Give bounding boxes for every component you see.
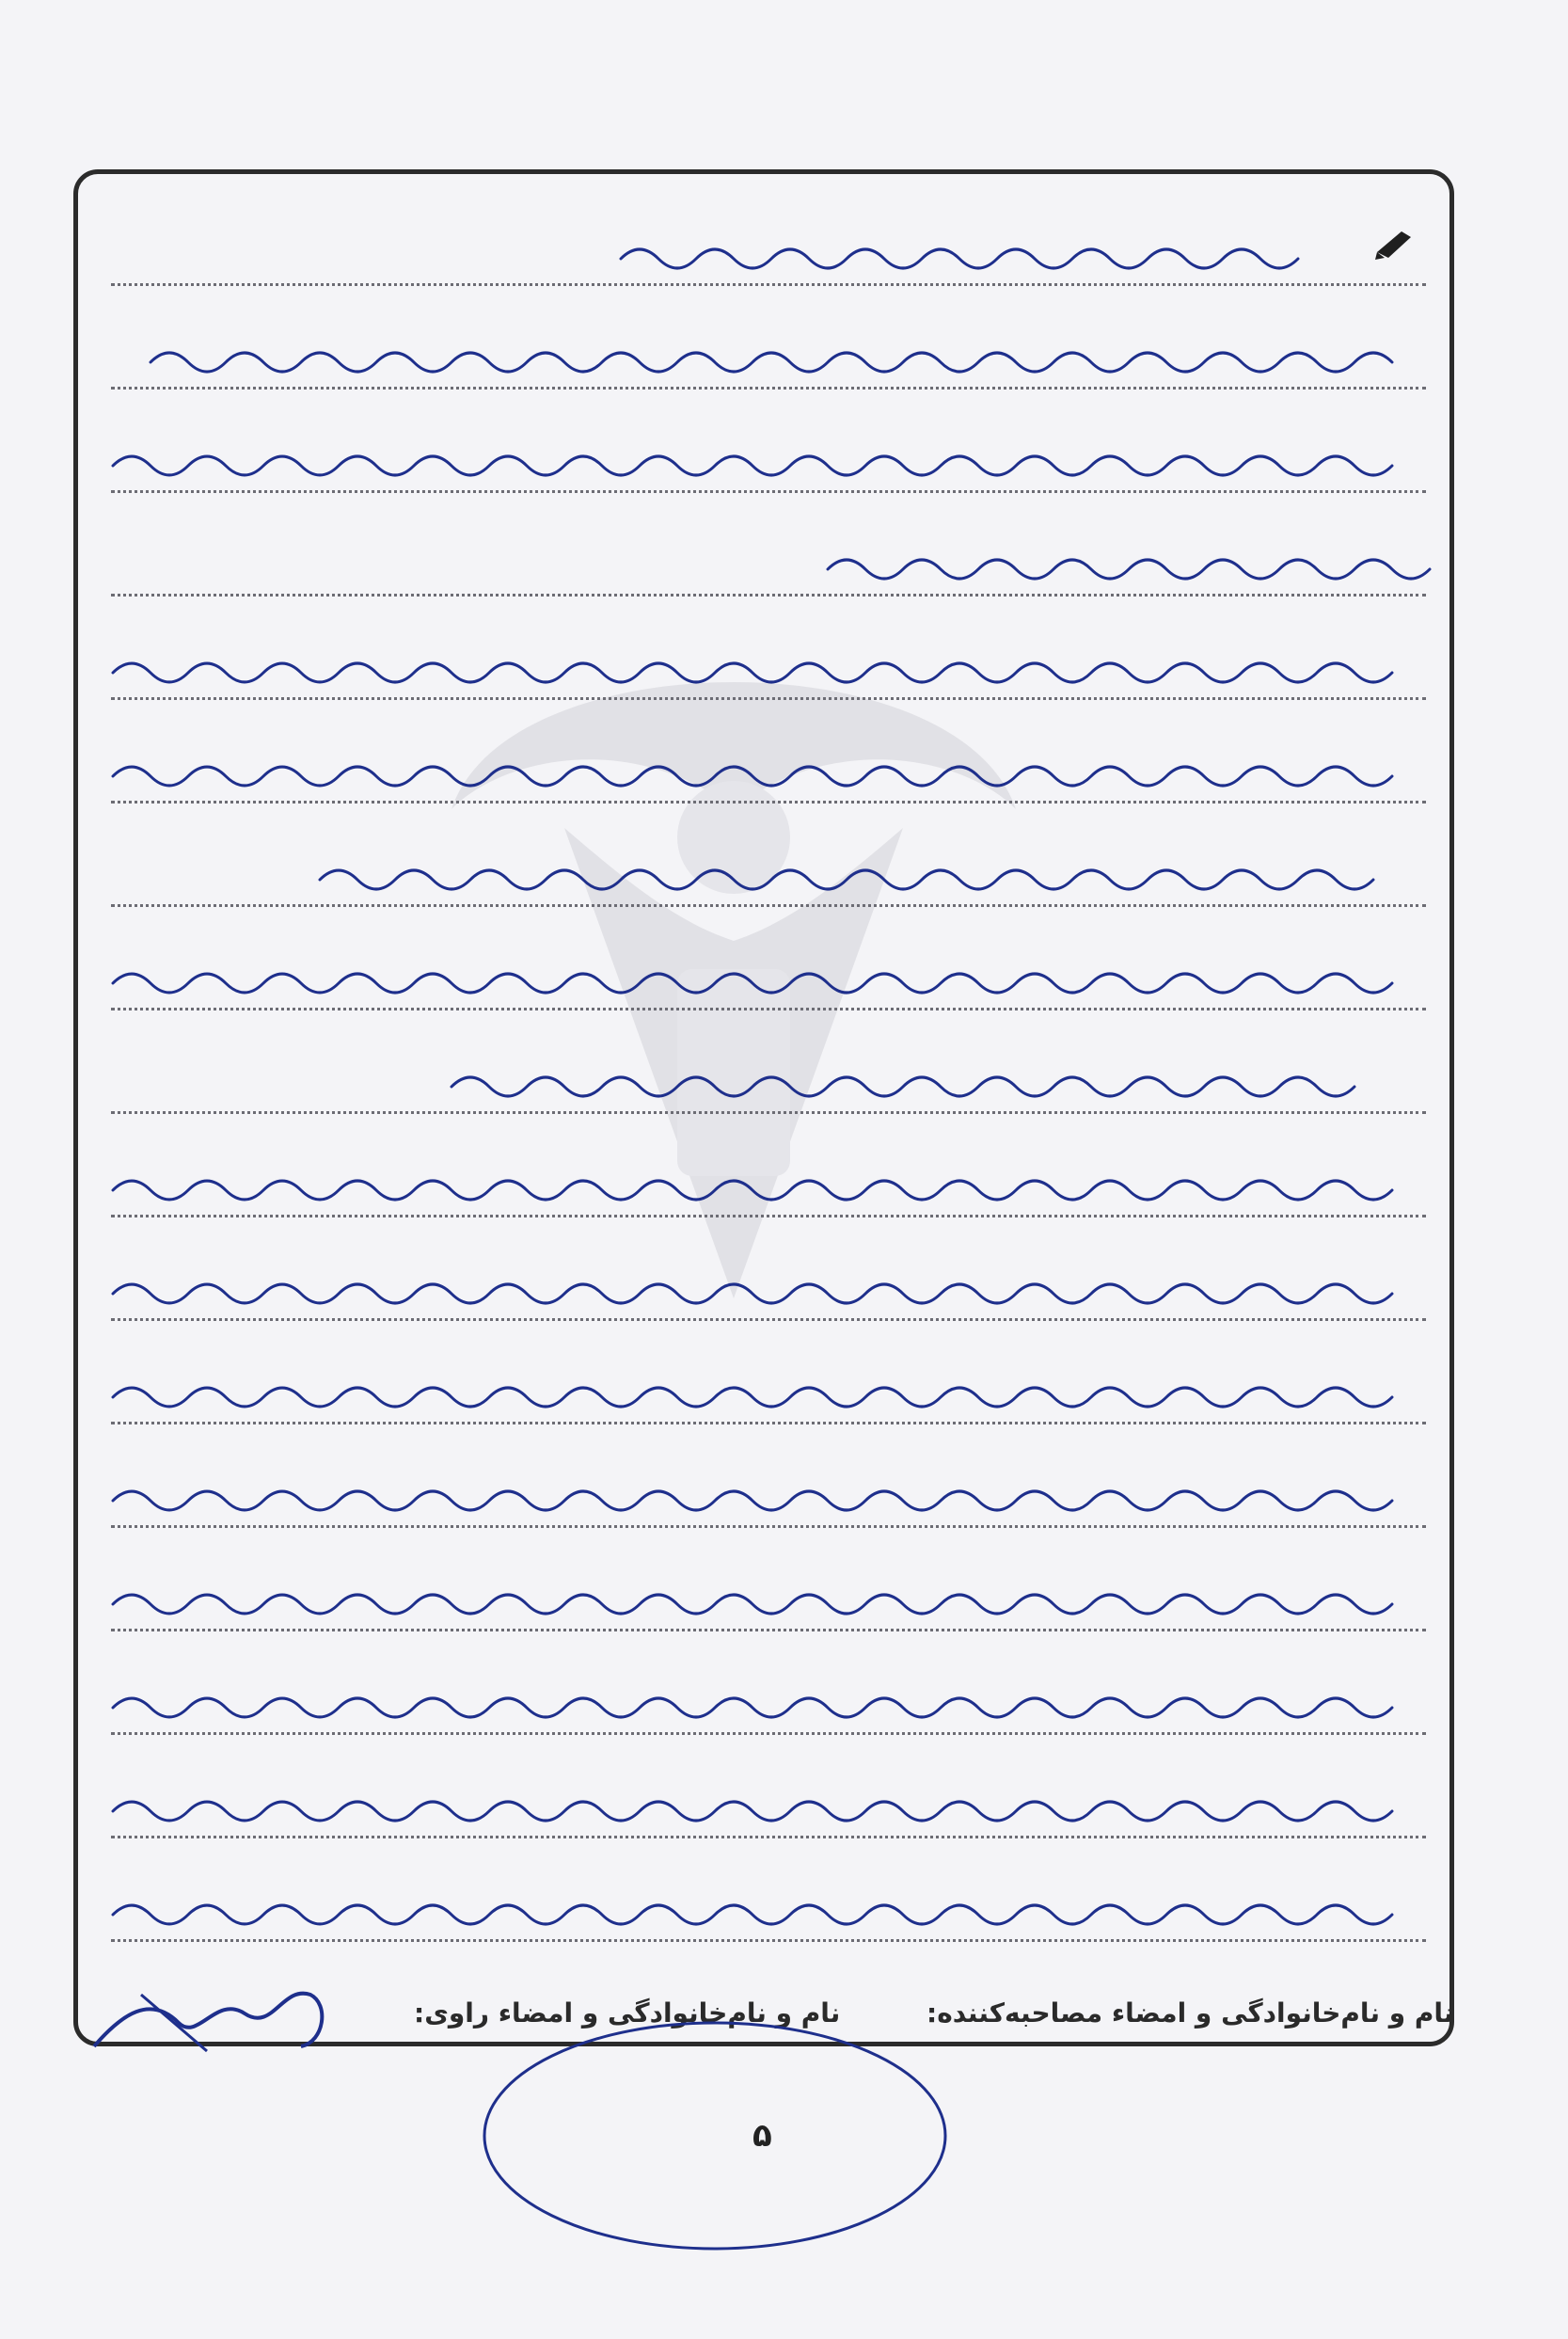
narrator-signature-label: نام و نام‌خانوادگی و امضاء راوی:	[414, 1997, 841, 2029]
handwriting	[94, 202, 1449, 1990]
page-number: ۵	[752, 2117, 772, 2155]
signature-flourish	[470, 1995, 959, 2277]
interviewer-signature-label: نام و نام‌خانوادگی و امضاء مصاحبه‌کننده:	[927, 1997, 1454, 2029]
narrator-signature	[85, 1957, 339, 2070]
